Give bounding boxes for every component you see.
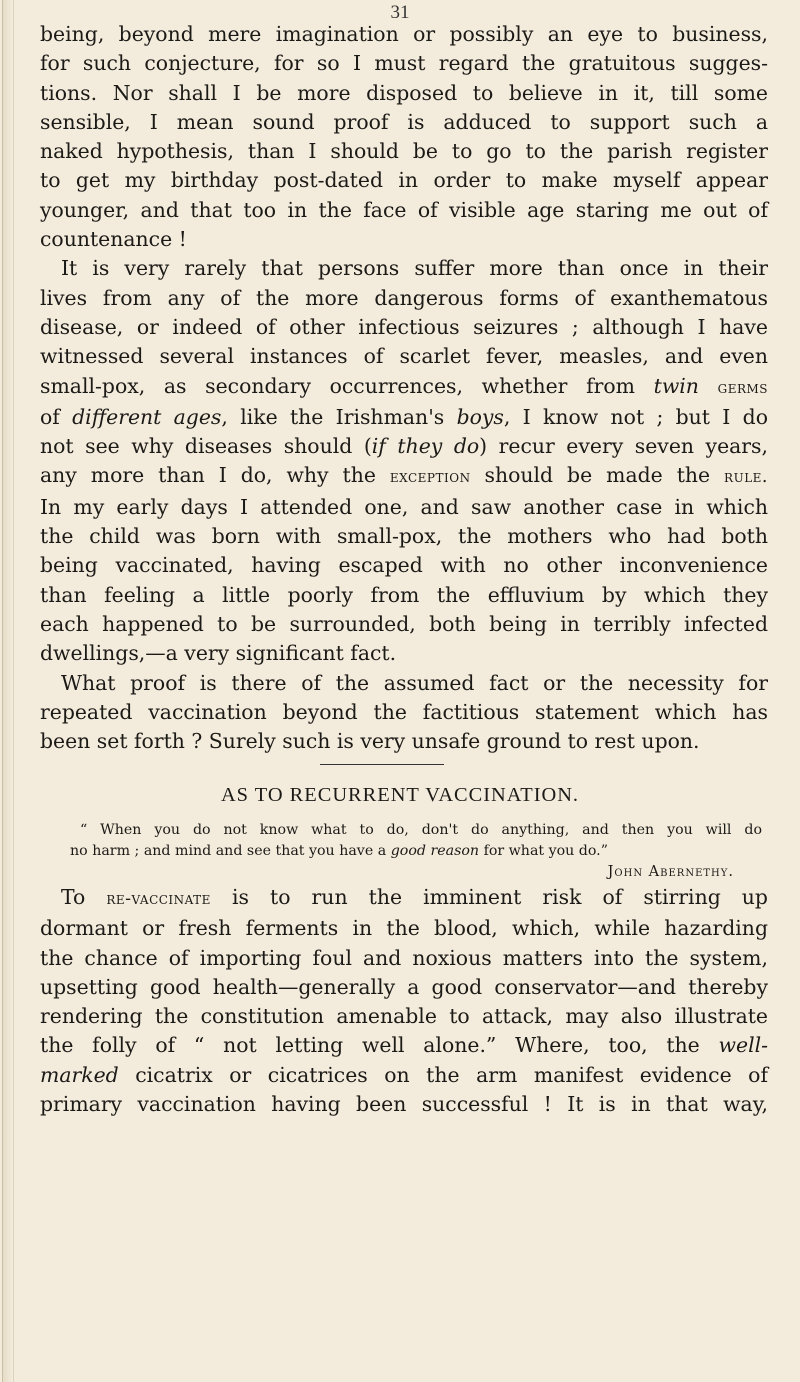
text-line: witnessed several instances of scarlet fever, measles, and even xyxy=(40,344,768,369)
text-line: any more than I do, why the exception should be made the rule. xyxy=(40,463,768,488)
text-line: In my early days I attended one, and saw another case in which xyxy=(40,494,768,519)
text-line: countenance ! xyxy=(40,227,187,252)
page-binding-edge xyxy=(2,0,14,1382)
text-line: younger, and that too in the face of visible age staring me out of xyxy=(40,197,768,222)
text-line: To re-vaccinate is to run the imminent risk of stirring up xyxy=(61,885,768,909)
text-line: naked hypothesis, than I should be to go to the parish register xyxy=(40,139,768,164)
epigraph-line: no harm ; and mind and see that you have a good reason for what you do.” xyxy=(70,843,608,859)
text-line: than feeling a little poorly from the effluvium by which they xyxy=(40,582,768,607)
text-line: sensible, I mean sound proof is adduced to support such a xyxy=(40,109,768,134)
small-caps-rule: rule. xyxy=(724,467,768,488)
text-line: upsetting good health—generally a good conservator—and thereby xyxy=(40,974,768,999)
epigraph xyxy=(70,820,762,883)
text-line: dormant or fresh ferments in the blood, which, while hazarding xyxy=(40,916,768,941)
page-number: 31 xyxy=(390,2,410,23)
text-line: not see why diseases should (if they do) recur every seven years, xyxy=(40,434,768,459)
text-line: repeated vaccination beyond the factitious statement which has xyxy=(40,699,768,724)
text-line: lives from any of the more dangerous forms of exanthematous xyxy=(40,285,768,310)
small-caps-germs: germs xyxy=(717,377,768,398)
text-line: the child was born with small-pox, the mothers who had both xyxy=(40,524,768,549)
epigraph-attribution: John Abernethy. xyxy=(607,864,734,880)
text-line: been set forth ? Surely such is very unsafe ground to rest upon. xyxy=(40,729,700,754)
small-caps-re-vaccinate: re-vaccinate xyxy=(106,889,211,909)
body-text-bottom xyxy=(40,883,768,1119)
emphasis-marked: marked xyxy=(40,1062,119,1087)
emphasis-boys: boys xyxy=(456,404,504,429)
text-line: the folly of “ not letting well alone.” Where, too, the well- xyxy=(40,1033,769,1058)
section-heading: AS TO RECURRENT VACCINATION. xyxy=(220,784,580,806)
text-line: being vaccinated, having escaped with no other inconvenience xyxy=(40,553,768,578)
emphasis-different-ages: different ages xyxy=(72,404,222,429)
section-divider xyxy=(320,764,444,765)
emphasis-good-reason: good reason xyxy=(390,843,480,859)
text-line: to get my birthday post-dated in order to make myself appear xyxy=(40,168,768,193)
text-line: rendering the constitution amenable to attack, may also illustrate xyxy=(40,1004,768,1029)
text-line: the chance of importing foul and noxious matters into the system, xyxy=(40,945,768,970)
text-line: primary vaccination having been successful ! It is in that way, xyxy=(40,1092,768,1117)
text-line: It is very rarely that persons suffer more than once in their xyxy=(61,256,768,281)
text-line: dwellings,—a very significant fact. xyxy=(40,641,397,666)
text-line: for such conjecture, for so I must regard the gratuitous sugges- xyxy=(40,51,768,76)
small-caps-exception: exception xyxy=(389,467,471,488)
body-text-top xyxy=(40,20,768,756)
emphasis-well: well- xyxy=(718,1033,769,1058)
text-line: marked cicatrix or cicatrices on the arm manifest evidence of xyxy=(40,1062,768,1087)
epigraph-line: “ When you do not know what to do, don't do anything, and then you will do xyxy=(80,822,762,838)
text-line: of different ages, like the Irishman's boys, I know not ; but I do xyxy=(40,404,768,429)
text-line: each happened to be surrounded, both being in terribly infected xyxy=(40,611,768,636)
emphasis-if-they-do: if they do xyxy=(371,434,480,459)
text-line: tions. Nor shall I be more disposed to believe in it, till some xyxy=(40,80,768,105)
text-line: small-pox, as secondary occurrences, whether from twin germs xyxy=(40,373,768,398)
text-line: being, beyond mere imagination or possibly an eye to business, xyxy=(40,22,768,46)
text-line: disease, or indeed of other infectious seizures ; although I have xyxy=(40,314,768,339)
emphasis-twin: twin xyxy=(653,373,699,398)
text-line: What proof is there of the assumed fact or the necessity for xyxy=(61,670,768,695)
